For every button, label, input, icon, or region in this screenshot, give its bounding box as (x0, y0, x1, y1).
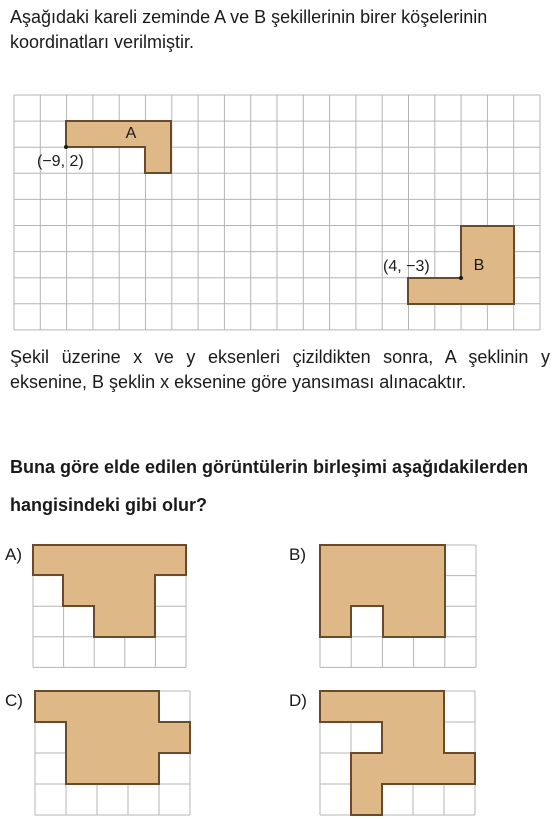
option-b-shape[interactable] (320, 545, 445, 637)
option-a-shape[interactable] (33, 545, 186, 637)
point-a-corner (64, 145, 68, 149)
option-d-label: D) (289, 691, 307, 710)
option-a-label: A) (5, 545, 22, 564)
option-c-label: C) (5, 691, 23, 710)
point-b-corner (459, 276, 463, 280)
question-text: Buna göre elde edilen görüntülerin birleşimi aşağıdakilerden hangisindeki gibi olur? (10, 457, 529, 515)
shape-b-label: B (473, 257, 485, 274)
shape-a-label: A (125, 125, 137, 142)
coord-b-label: (4, −3) (383, 258, 430, 275)
intro-text: Aşağıdaki kareli zeminde A ve B şekillerinin birer köşelerinin koordinatları verilmiştir. (10, 7, 488, 52)
description-text: Şekil üzerine x ve y eksenleri çizildikten sonra, A şeklinin y eksenine, B şeklin x eksenine göre yansıması alınacaktır. (10, 347, 550, 392)
option-b-label: B) (289, 545, 306, 564)
coord-a-label: (−9, 2) (37, 153, 84, 170)
option-c-shape[interactable] (35, 691, 190, 784)
